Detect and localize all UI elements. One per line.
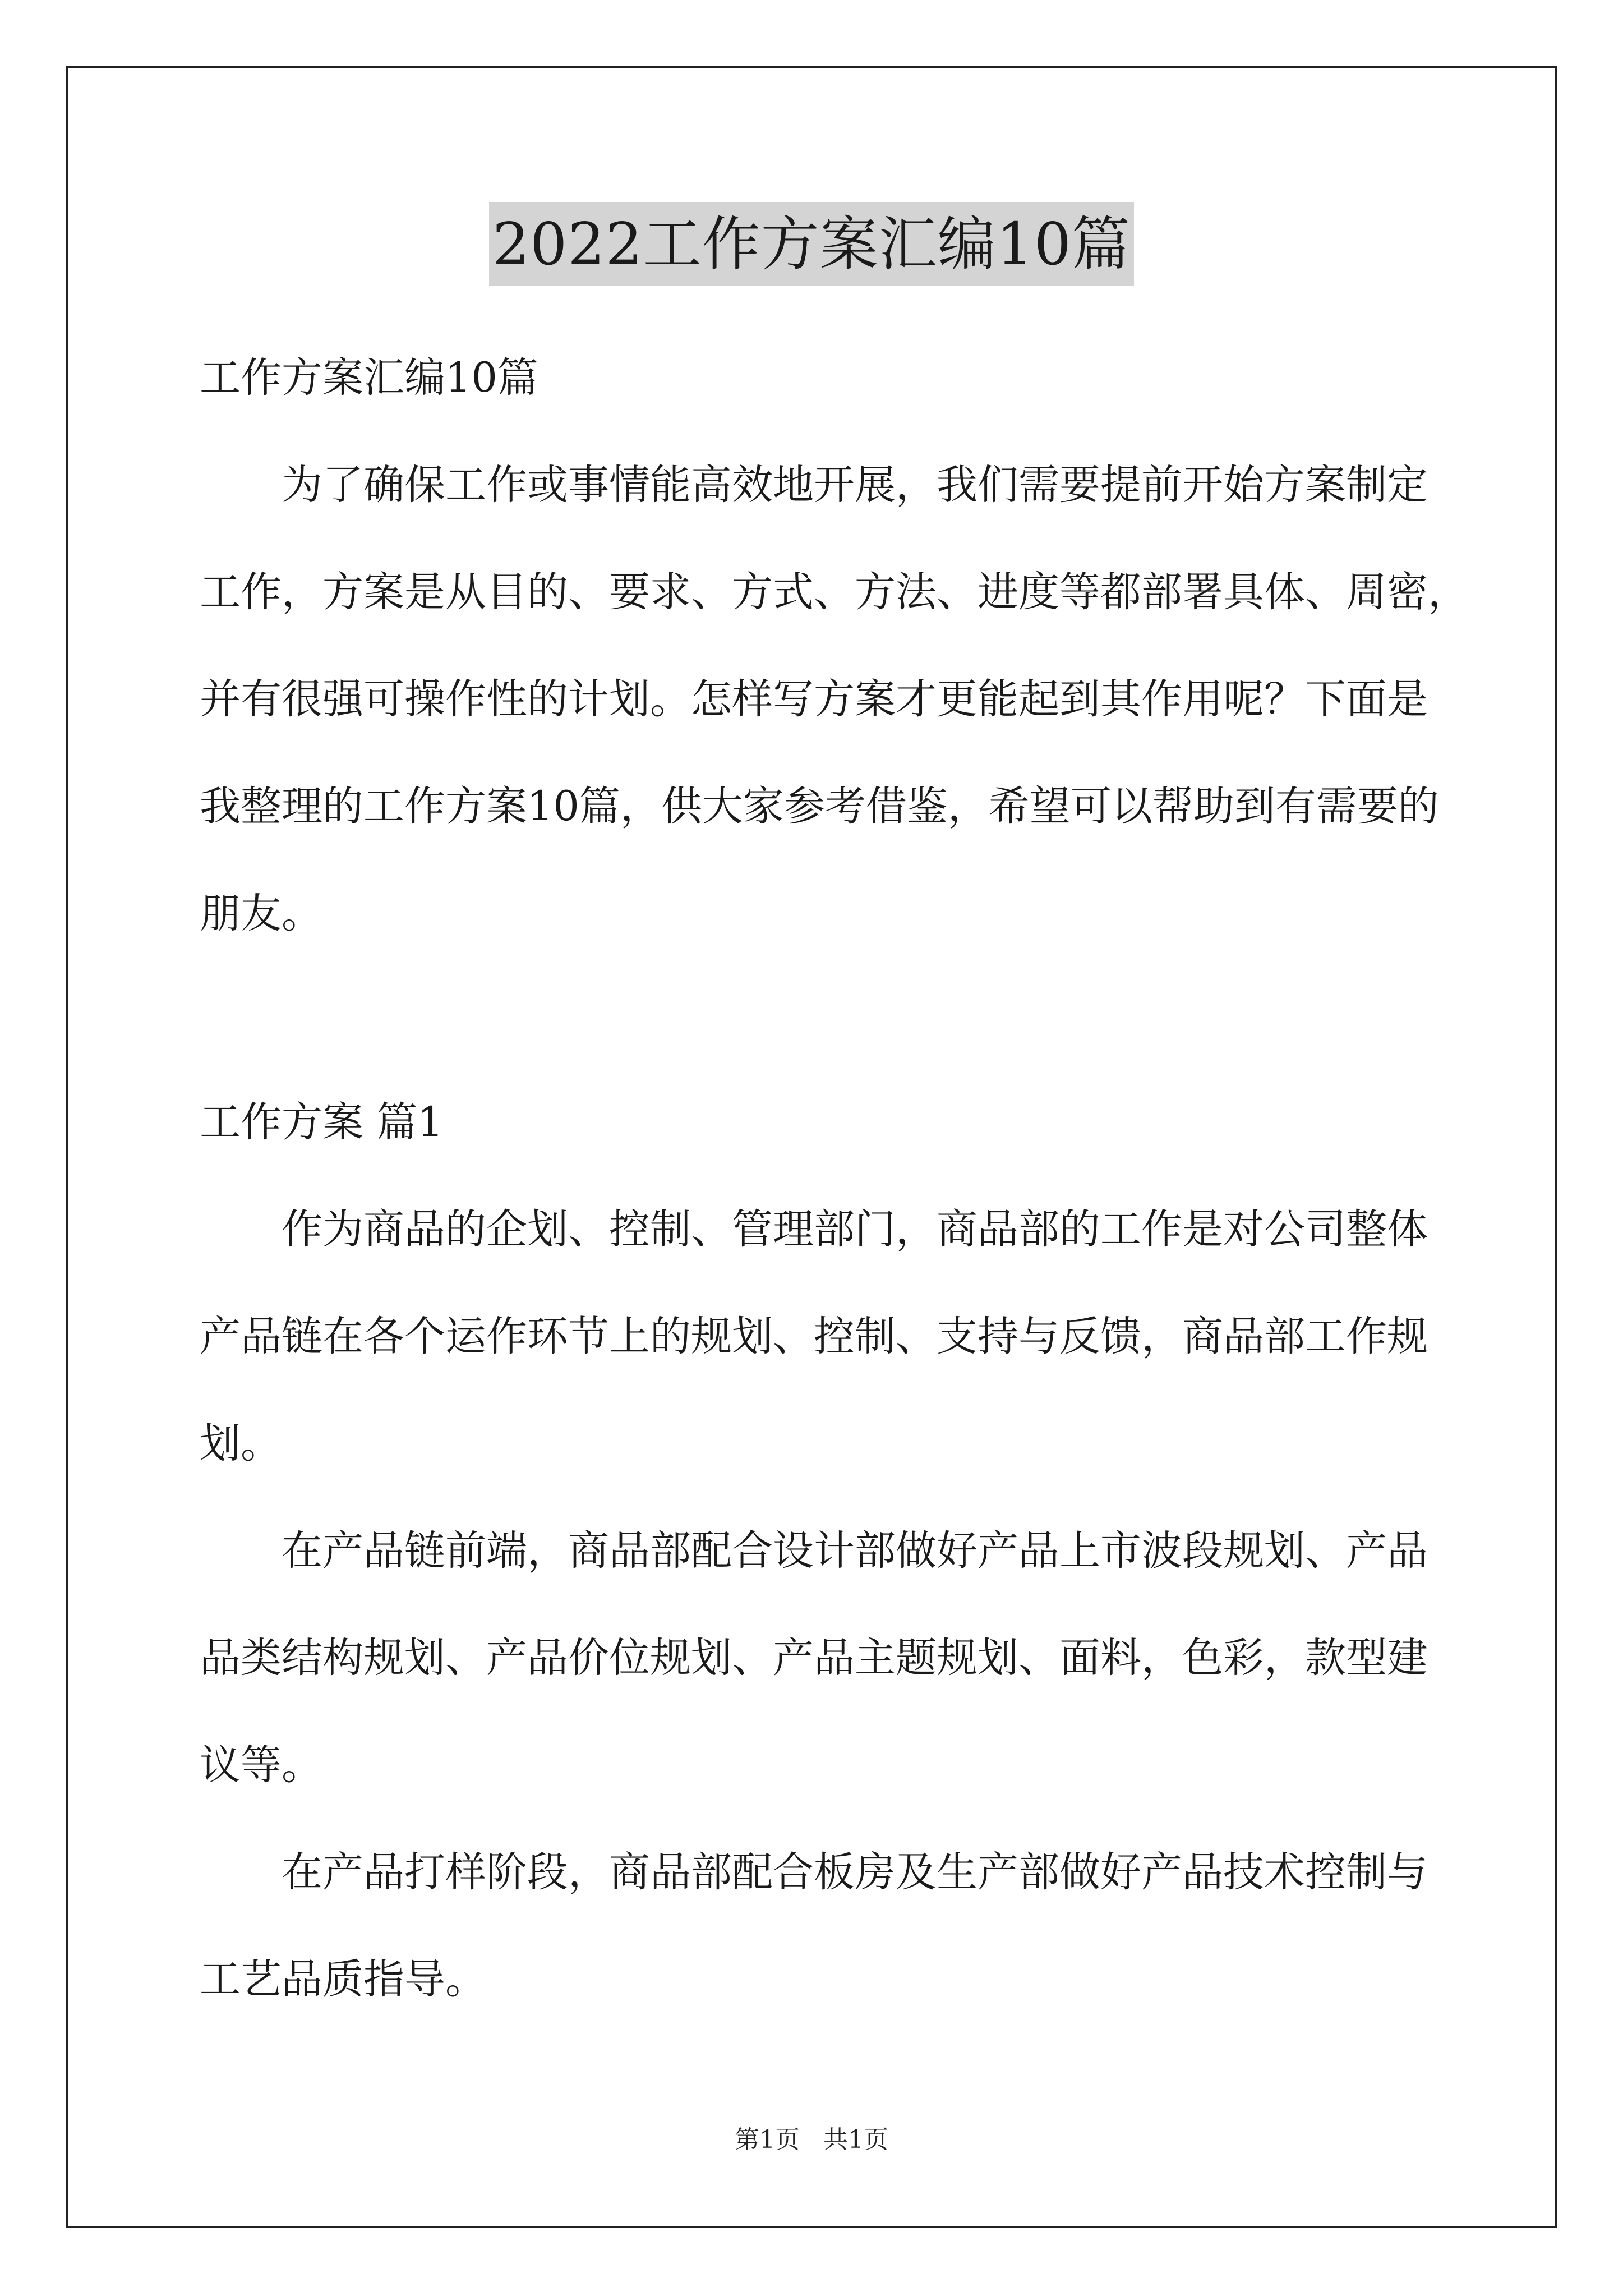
page-number: 第1页 — [735, 2125, 800, 2154]
para3-line-2: 工艺品质指导。 — [200, 1955, 486, 2003]
document-title: 2022工作方案汇编10篇 — [489, 202, 1134, 286]
intro-line-3: 并有很强可操作性的计划。怎样写方案才更能起到其作用呢？下面是 — [200, 675, 1428, 723]
intro-line-4: 我整理的工作方案10篇，供大家参考借鉴，希望可以帮助到有需要的 — [200, 783, 1439, 830]
para1-line-2: 产品链在各个运作环节上的规划、控制、支持与反馈，商品部工作规 — [200, 1313, 1428, 1360]
intro-line-2: 工作，方案是从目的、要求、方式、方法、进度等都部署具体、周密， — [200, 568, 1469, 616]
para2-line-3: 议等。 — [200, 1741, 322, 1789]
intro-line-5: 朋友。 — [200, 890, 322, 937]
section-heading: 工作方案 篇1 — [200, 1098, 444, 1146]
title-container — [0, 202, 1623, 286]
para1-line-1: 作为商品的企划、控制、管理部门，商品部的工作是对公司整体 — [282, 1205, 1428, 1253]
para2-line-1: 在产品链前端，商品部配合设计部做好产品上市波段规划、产品 — [282, 1527, 1428, 1575]
subtitle: 工作方案汇编10篇 — [200, 354, 538, 402]
para2-line-2: 品类结构规划、产品价位规划、产品主题规划、面料，色彩，款型建 — [200, 1634, 1428, 1682]
para1-line-3: 划。 — [200, 1420, 282, 1467]
intro-line-1: 为了确保工作或事情能高效地开展，我们需要提前开始方案制定 — [282, 461, 1428, 509]
para3-line-1: 在产品打样阶段，商品部配合板房及生产部做好产品技术控制与 — [282, 1848, 1428, 1896]
page-footer — [0, 2119, 1623, 2155]
page-count: 共1页 — [823, 2125, 888, 2154]
